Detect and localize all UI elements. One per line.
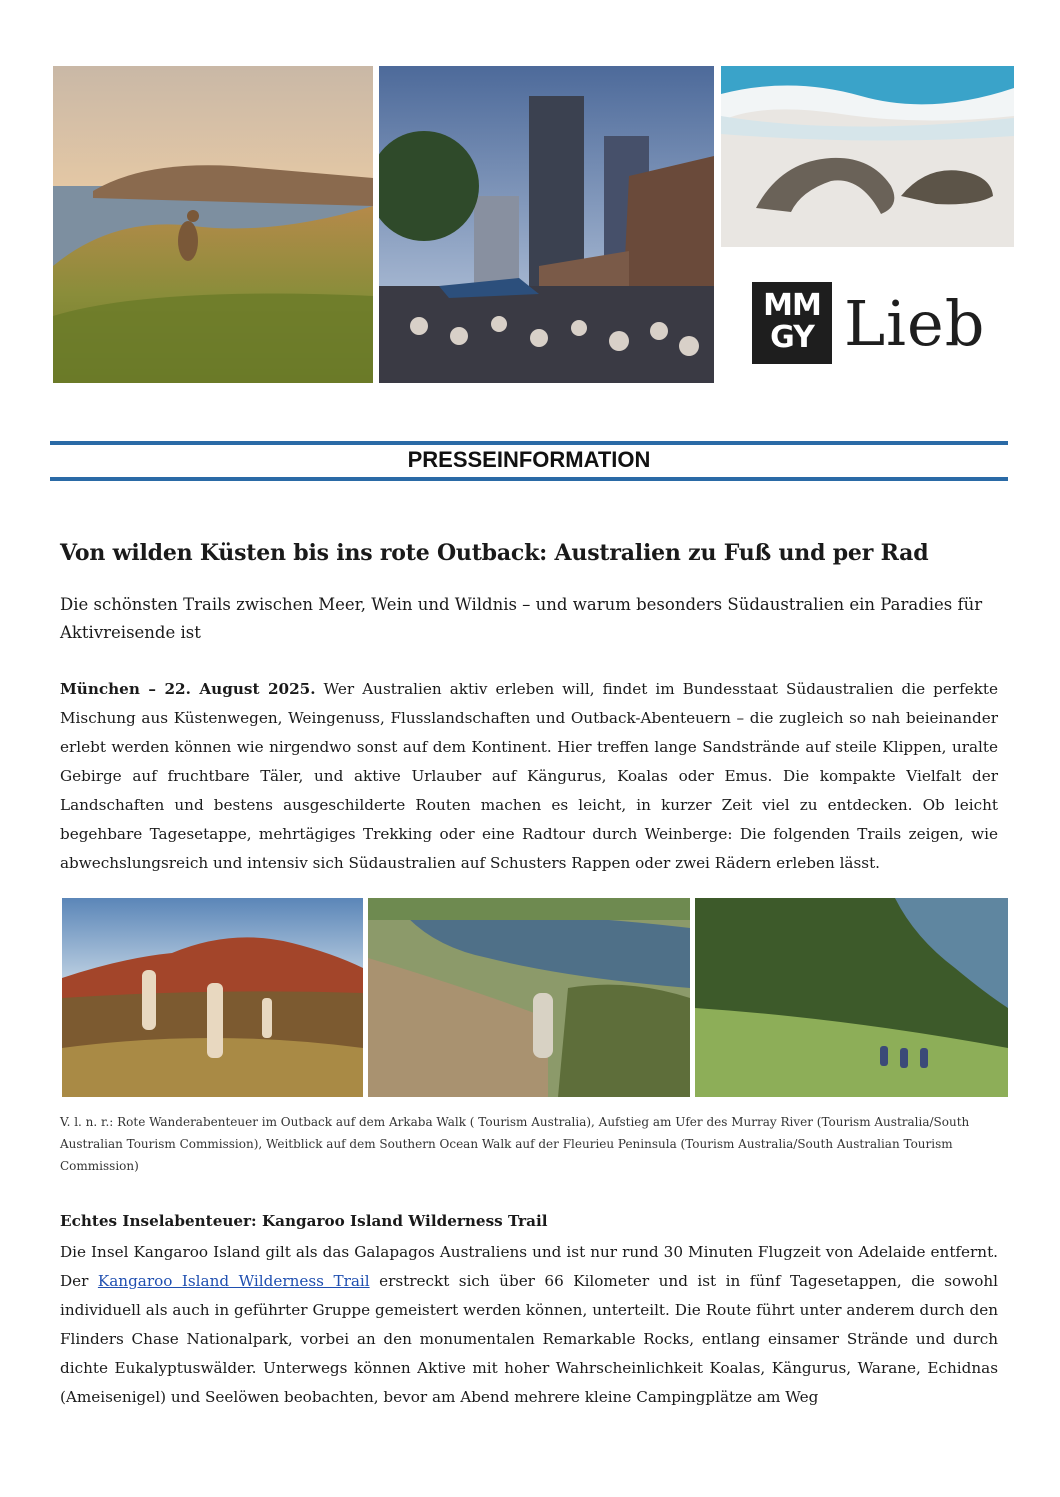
press-title: PRESSEINFORMATION [407,447,651,472]
dateline: München – 22. August 2025. [60,680,316,698]
headline: Von wilden Küsten bis ins rote Outback: Australien zu Fuß und per Rad [60,540,929,566]
section-paragraph-kangaroo-island [60,1238,998,1412]
city-street-dining-photo [379,66,714,383]
intro-paragraph [60,675,998,878]
section-text-before: Die Insel Kangaroo Island gilt als das Galapagos Australiens und ist nur rund 30 Minuten Flugzeit von Adelaide entfernt. Der [60,1243,998,1290]
mmgy-lieb-logo [752,282,988,364]
coastal-hikers-photo [695,898,1008,1097]
subheadline: Die schönsten Trails zwischen Meer, Wein und Wildnis – und warum besonders Südaustralien ein Paradies für Aktivreisende ist [60,595,983,642]
header-rule-top [50,441,1008,445]
kangaroo-coast-photo [53,66,373,383]
outback-hikers-photo [62,898,363,1097]
photo-caption: V. l. n. r.: Rote Wanderabenteuer im Outback auf dem Arkaba Walk ( Tourism Australia), Aufstieg am Ufer des Murray River (Tourism Australia/South Australian Tourism Commission), Weitblick auf dem Southern Ocean Walk auf der Fleurieu Peninsula (Tourism Australia/South Australian Tourism Commission) [60,1115,970,1173]
logo-mark [752,282,832,364]
kangaroo-island-trail-link[interactable]: Kangaroo Island Wilderness Trail [97,1272,370,1290]
murray-river-hiker-photo [368,898,690,1097]
header-rule-bottom [50,477,1008,481]
section-title-kangaroo-island: Echtes Inselabenteuer: Kangaroo Island Wilderness Trail [60,1212,548,1230]
sea-lions-beach-photo [721,66,1014,247]
logo-mark-line2: GY [770,320,814,355]
intro-text: Wer Australien aktiv erleben will, findet im Bundesstaat Südaustralien die perfekte Mischung aus Küstenwegen, Weingenuss, Flusslandschaften und Outback-Abenteuern – die zugleich so nah beieinander erlebt werden können wie nirgendwo sonst auf dem Kontinent. Hier treffen lange Sandstrände auf steile Klippen, uralte Gebirge auf fruchtbare Täler, und aktive Urlauber auf Kängurus, Koalas oder Emus. Die kompakte Vielfalt der Landschaften und bestens ausgeschilderte Routen machen es leicht, in kurzer Zeit viel zu entdecken. Ob leicht begehbare Tagesetappe, mehrtägiges Trekking oder eine Radtour durch Weinberge: Die folgenden Trails zeigen, wie abwechslungsreich und intensiv sich Südaustralien auf Schusters Rappen oder zwei Rädern erleben lässt. [60,680,998,872]
logo-wordmark: Lieb [844,287,986,360]
logo-mark-line1: MM [763,288,821,323]
section-text-after: erstreckt sich über 66 Kilometer und ist in fünf Tagesetappen, die sowohl individuell als auch in geführter Gruppe gemeistert werden können, unterteilt. Die Route führt unter anderem durch den Flinders Chase Nationalpark, vorbei an den monumentalen Remarkable Rocks, entlang einsamer Strände und durch dichte Eukalyptuswälder. Unterwegs können Aktive mit hoher Wahrscheinlichkeit Koalas, Kängurus, Warane, Echidnas (Ameisenigel) und Seelöwen beobachten, bevor am Abend mehrere kleine Campingplätze am Weg [60,1272,998,1406]
